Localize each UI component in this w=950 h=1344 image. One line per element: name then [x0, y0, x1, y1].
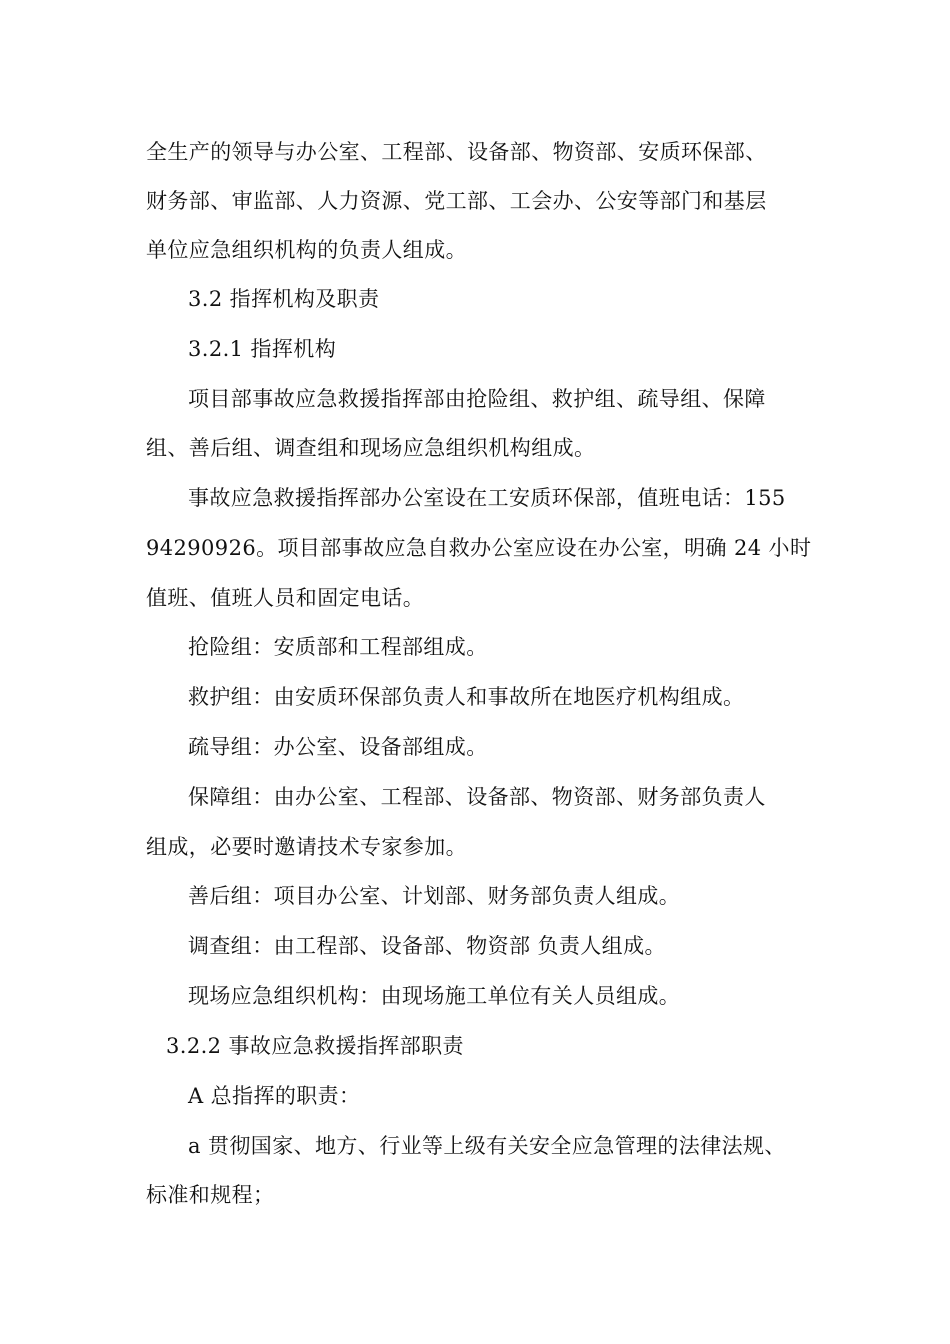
- text-line: 救护组：由安质环保部负责人和事故所在地医疗机构组成。: [188, 685, 745, 709]
- text-line: 组、善后组、调查组和现场应急组织机构组成。: [146, 436, 596, 460]
- text-line: 组成，必要时邀请技术专家参加。: [146, 835, 467, 859]
- text-line: 全生产的领导与办公室、工程部、设备部、物资部、安质环保部、: [146, 140, 767, 164]
- text-line: 单位应急组织机构的负责人组成。: [146, 238, 467, 262]
- text-line: 值班、值班人员和固定电话。: [146, 586, 425, 610]
- text-line: 事故应急救援指挥部办公室设在工安质环保部，值班电话：155: [188, 486, 786, 510]
- text-line: A 总指挥的职责：: [188, 1084, 361, 1108]
- text-line: 抢险组：安质部和工程部组成。: [188, 635, 488, 659]
- text-line: 调查组：由工程部、设备部、物资部 负责人组成。: [188, 934, 666, 958]
- subsection-heading: 3.2.1 指挥机构: [188, 337, 337, 361]
- text-line: 善后组：项目办公室、计划部、财务部负责人组成。: [188, 884, 681, 908]
- text-line: 项目部事故应急救援指挥部由抢险组、救护组、疏导组、保障: [188, 387, 766, 411]
- section-heading: 3.2 指挥机构及职责: [188, 287, 380, 311]
- text-line: 标准和规程；: [146, 1183, 275, 1207]
- text-line: 现场应急组织机构：由现场施工单位有关人员组成。: [188, 984, 681, 1008]
- text-line: 疏导组：办公室、设备部组成。: [188, 735, 488, 759]
- text-line: 94290926。项目部事故应急自救办公室应设在办公室，明确 24 小时: [146, 536, 812, 560]
- text-line: a 贯彻国家、地方、行业等上级有关安全应急管理的法律法规、: [188, 1134, 786, 1158]
- subsection-heading: 3.2.2 事故应急救援指挥部职责: [166, 1034, 464, 1058]
- text-line: 财务部、审监部、人力资源、党工部、工会办、公安等部门和基层: [146, 189, 767, 213]
- text-line: 保障组：由办公室、工程部、设备部、物资部、财务部负责人: [188, 785, 766, 809]
